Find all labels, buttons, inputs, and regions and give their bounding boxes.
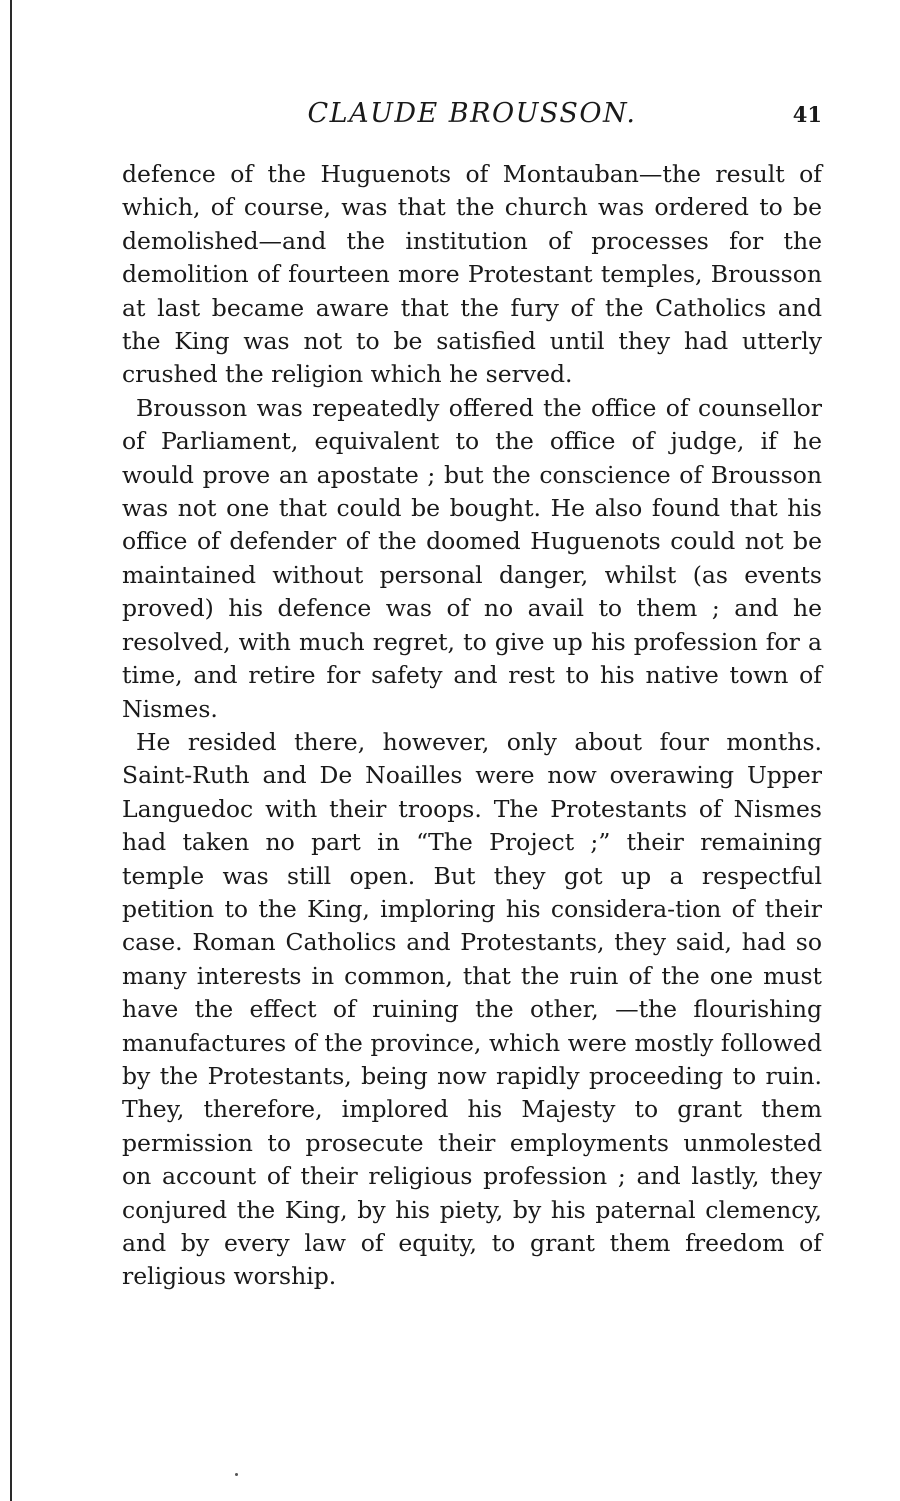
book-page xyxy=(122,88,822,1294)
paragraph-1: defence of the Huguenots of Montauban—the result of which, of course, was that the church was ordered to be demolished—and the institution of processes for the demolition of fourteen more Protestant temples, Brousson at last became aware that the fury of the Catholics and the King was not to be satisfied until they had utterly crushed the religion which he served. xyxy=(122,160,822,389)
running-header xyxy=(122,88,822,140)
paragraph-3: He resided there, however, only about four months. Saint-Ruth and De Noailles were now overawing Upper Languedoc with their troops. The Protestants of Nismes had taken no part in “The Project ;” their remaining temple was still open. But they got up a respectful petition to the King, imploring his considera-tion of their case. Roman Catholics and Protestants, they said, had so many interests in common, that the ruin of the one must have the effect of ruining the other, —the flourishing manufactures of the province, which were mostly followed by the Protestants, being now rapidly proceeding to ruin. They, therefore, implored his Majesty to grant them permission to prosecute their employments unmolested on account of their religious profession ; and lastly, they conjured the King, by his piety, by his paternal clemency, and by every law of equity, to grant them freedom of religious worship. xyxy=(122,727,822,1291)
page-number: 41 xyxy=(792,102,822,127)
page-edge-line xyxy=(10,0,12,1501)
paragraph-2: Brousson was repeatedly offered the office of counsellor of Parliament, equivalent to the office of judge, if he would prove an apostate ; but the conscience of Brousson was not one that could be bought. He also found that his office of defender of the doomed Huguenots could not be maintained without personal danger, whilst (as events proved) his defence was of no avail to them ; and he resolved, with much regret, to give up his profession for a time, and retire for safety and rest to his native town of Nismes. xyxy=(122,393,822,723)
running-title: CLAUDE BROUSSON. xyxy=(307,98,637,129)
body-text xyxy=(122,158,822,1294)
page-speck xyxy=(235,1473,238,1476)
